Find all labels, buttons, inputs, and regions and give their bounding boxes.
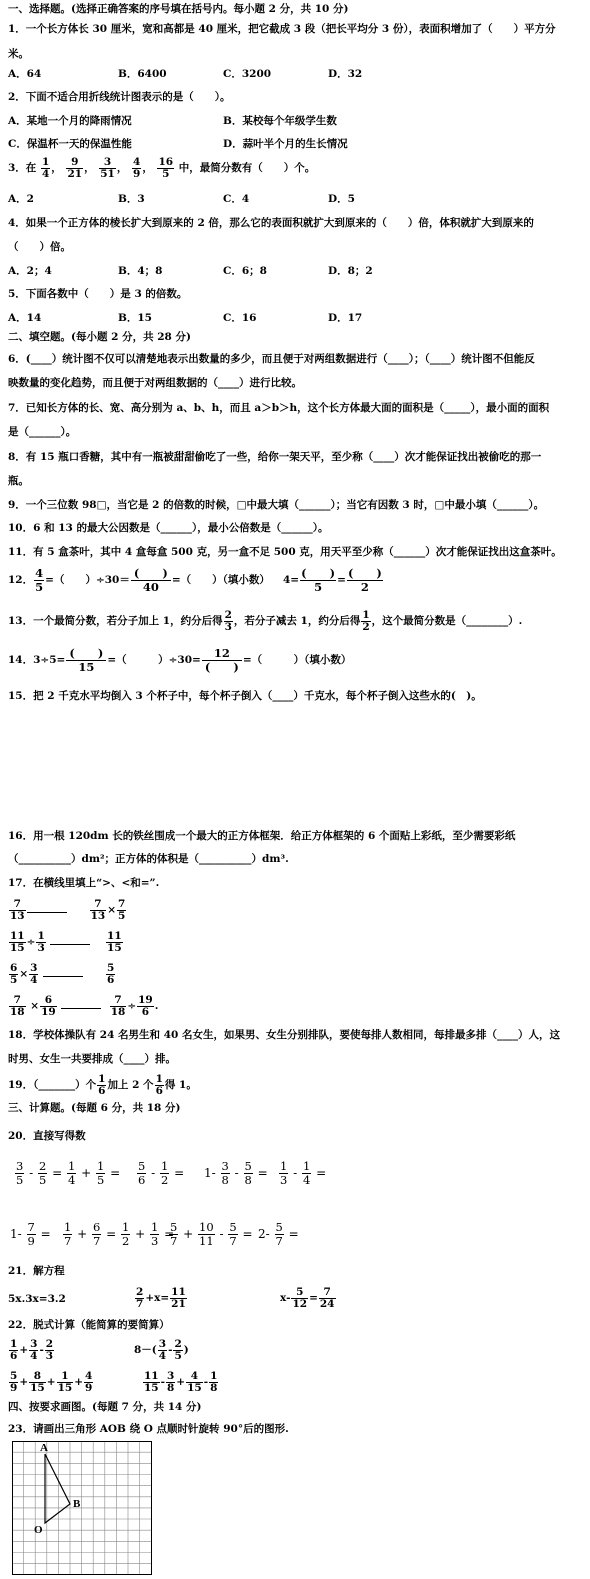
fraction: $\frac{5}{7}$ <box>275 1220 283 1248</box>
q12-mid2: =（ ）（填小数） <box>171 574 270 586</box>
q12-p2: 4= <box>283 574 300 586</box>
q10: 10．6 和 13 的最大公因数是（______），最小公倍数是（______）。 <box>8 522 329 534</box>
q17-r3-b: $\frac{5}{6}$ <box>107 961 115 986</box>
q7-line1: 7．已知长方体的长、宽、高分别为 a、b、h，而且 a＞b＞h，这个长方体最大面的面积是（_____），最小面的面积 <box>8 402 550 414</box>
q23-label-b: B <box>73 1498 81 1510</box>
q17-row2: $\frac{11}{15}$ ÷ $\frac{1}{3}$ $\frac{11}{15}$ <box>10 929 122 954</box>
q14-frac-1: $\frac{( )}{15}$ <box>66 647 106 674</box>
q4-option-a: A．2；4 <box>8 265 52 277</box>
fraction: $\frac{1}{4}$ <box>68 1159 76 1187</box>
q22-expr2: 8－( $\frac{3}{4}$ - $\frac{2}{5}$ ) <box>134 1337 189 1362</box>
q12-frac-3: $\frac{( )}{5}$ <box>301 565 336 594</box>
q20-row2-item-2 <box>62 1219 116 1249</box>
q17-r2-a2: $\frac{1}{3}$ <box>37 929 45 954</box>
operator: 2- <box>258 1227 274 1241</box>
q17-r1-b2: $\frac{7}{5}$ <box>118 897 126 922</box>
q2-option-a: A．某地一个月的降雨情况 <box>8 115 132 127</box>
q3-stem: 3．在 $\frac{1}{4}$ ， $\frac{9}{21}$ ， $\frac{3}{51}$ ， $\frac{4}{9}$ ， $\frac{16}{5}$ 中，最简分数有（ ）个。 <box>8 155 316 180</box>
q5-option-a: A．14 <box>8 312 42 324</box>
fraction: $\frac{6}{7}$ <box>93 1220 101 1248</box>
q17-row4: $\frac{7}{18}$ × $\frac{6}{19}$ $\frac{7}{18}$ ÷ $\frac{19}{6}$ . <box>10 993 159 1018</box>
q12-eq: = <box>337 574 346 586</box>
q21-eq1: 5x.3x=3.2 <box>8 1293 66 1305</box>
operator: = <box>312 1166 327 1180</box>
q20-stem: 20．直接写得数 <box>8 1130 86 1142</box>
q12 <box>8 566 270 594</box>
operator: 1- <box>10 1227 26 1241</box>
fraction: $\frac{1}{3}$ <box>280 1159 288 1187</box>
operator: 1- <box>204 1166 220 1180</box>
q20-row1-item-5 <box>278 1158 326 1188</box>
q23-grid <box>12 1441 152 1575</box>
fraction: $\frac{7}{9}$ <box>27 1220 35 1248</box>
q1-option-b: B．6400 <box>118 68 167 80</box>
q4-line1: 4．如果一个正方体的棱长扩大到原来的 2 倍，那么它的表面积就扩大到原来的（ ）倍，体积就扩大到原来的 <box>8 217 534 229</box>
q19: 19．（_______）个 $\frac{1}{6}$ 加上 2 个 $\frac{1}{6}$ 得 1。 <box>8 1072 197 1097</box>
q6-line1: 6．(____）统计图不仅可以清楚地表示出数量的多少，而且便于对两组数据进行（____）；（____）统计图不但能反 <box>8 353 535 365</box>
q4-line2: （ ）倍。 <box>8 241 71 253</box>
q21-eq3: x- $\frac{5}{12}$ = $\frac{7}{24}$ <box>280 1285 335 1310</box>
q3-option-a: A．2 <box>8 193 34 205</box>
q13-frac-2: $\frac{1}{2}$ <box>362 608 370 633</box>
q20-row2-item-1 <box>10 1219 51 1249</box>
q17-stem: 17．在横线里填上“>、<和=”. <box>8 877 160 889</box>
operator: = <box>48 1166 63 1180</box>
q22-stem: 22．脱式计算（能简算的要简算） <box>8 1319 170 1331</box>
q17-r4-b1: $\frac{7}{18}$ <box>110 993 126 1018</box>
q17-row3: $\frac{6}{5}$ × $\frac{3}{4}$ $\frac{5}{6}$ <box>10 961 115 986</box>
operator: - <box>25 1166 38 1180</box>
operator: - <box>230 1166 243 1180</box>
operator: + <box>73 1227 92 1241</box>
q12-frac-2: $\frac{( )}{40}$ <box>131 567 171 594</box>
q3-option-b: B．3 <box>118 193 145 205</box>
operator: + <box>179 1227 198 1241</box>
q5-option-d: D．17 <box>328 312 363 324</box>
q22-expr1: $\frac{1}{6}$ + $\frac{3}{4}$ - $\frac{2}{3}$ <box>10 1337 54 1362</box>
q1-line1: 1．一个长方体长 30 厘米，宽和高都是 40 厘米，把它截成 3 段（把长平均分 3 份），表面积增加了（ ）平方分 <box>8 23 556 35</box>
q5-stem: 5．下面各数中（ ）是 3 的倍数。 <box>8 288 188 300</box>
operator: = <box>284 1227 299 1241</box>
q5-option-c: C．16 <box>223 312 257 324</box>
q21-eq2: $\frac{2}{7}$ +x= $\frac{11}{21}$ <box>136 1285 186 1310</box>
q17-r4-b2: $\frac{19}{6}$ <box>138 993 153 1018</box>
q5-option-b: B．15 <box>118 312 152 324</box>
q23-label-a: A <box>40 1442 48 1454</box>
q19-frac-1: $\frac{1}{6}$ <box>98 1072 106 1097</box>
q17-r3-a1: $\frac{6}{5}$ <box>10 961 18 986</box>
q1-option-d: D．32 <box>328 68 363 80</box>
q17-r2-a1: $\frac{11}{15}$ <box>10 929 25 954</box>
q3-frac-3: $\frac{3}{51}$ <box>100 155 115 180</box>
q18-line2: 时男、女生一共要排成（____）排。 <box>8 1053 176 1065</box>
q12-part2 <box>283 566 384 594</box>
q1-option-a: A．64 <box>8 68 42 80</box>
operator: + <box>131 1227 150 1241</box>
q17-r4-a2: $\frac{6}{19}$ <box>41 993 56 1018</box>
q20-row2-item-3 <box>120 1219 174 1249</box>
operator: = <box>170 1166 185 1180</box>
q19-frac-2: $\frac{1}{6}$ <box>155 1072 163 1097</box>
fraction: $\frac{1}{2}$ <box>161 1159 169 1187</box>
fraction: $\frac{2}{5}$ <box>39 1159 47 1187</box>
q20-row2-item-5 <box>258 1219 299 1249</box>
q17-row1: $\frac{7}{13}$ $\frac{7}{13}$ × $\frac{7}{5}$ <box>10 897 126 922</box>
q4-option-c: C．6；8 <box>223 265 267 277</box>
q3-suffix: 中，最简分数有（ ）个。 <box>178 162 316 174</box>
q23-stem: 23．请画出三角形 AOB 绕 O 点顺时针旋转 90°后的图形. <box>8 1423 289 1435</box>
q15: 15．把 2 千克水平均倒入 3 个杯子中，每个杯子倒入（____）千克水，每个杯子倒入这些水的( )。 <box>8 690 482 702</box>
q20-row2-item-4 <box>168 1219 253 1249</box>
q21-stem: 21．解方程 <box>8 1265 65 1277</box>
fraction: $\frac{10}{11}$ <box>199 1220 214 1248</box>
q9: 9．一个三位数 98□，当它是 2 的倍数的时候，□中最大填（______）；当它有因数 3 时，□中最小填（______）。 <box>8 499 545 511</box>
q4-option-b: B．4；8 <box>118 265 163 277</box>
q7-line2: 是（______）。 <box>8 426 77 438</box>
section3-heading: 三、计算题。(每题 6 分，共 18 分) <box>8 1102 181 1114</box>
fraction: $\frac{1}{4}$ <box>303 1159 311 1187</box>
q11: 11．有 5 盒茶叶，其中 4 盒每盒 500 克，另一盒不足 500 克，用天平至少称（______）次才能保证找出这盒茶叶。 <box>8 546 562 558</box>
fraction: $\frac{1}{3}$ <box>151 1220 159 1248</box>
q22-expr3: $\frac{5}{9}$ + $\frac{8}{15}$ + $\frac{1}{15}$ + $\frac{4}{9}$ <box>10 1369 93 1394</box>
q1-option-c: C．3200 <box>223 68 272 80</box>
fraction: $\frac{5}{7}$ <box>170 1220 178 1248</box>
q8-line2: 瓶。 <box>8 475 29 487</box>
operator: - <box>147 1166 160 1180</box>
section2-heading: 二、填空题。(每小题 2 分，共 28 分) <box>8 331 191 343</box>
q20-row1-item-2 <box>66 1158 120 1188</box>
operator: = <box>253 1166 268 1180</box>
q12-number: 12． <box>8 574 34 586</box>
q18-line1: 18．学校体操队有 24 名男生和 40 名女生，如果男、女生分别排队，要使每排人数相同，每排最多排（____）人，这 <box>8 1029 560 1041</box>
q3-frac-2: $\frac{9}{21}$ <box>67 155 83 180</box>
q14-frac-2: $\frac{12}{( )}$ <box>202 647 242 674</box>
q3-option-c: C．4 <box>223 193 250 205</box>
operator: = <box>106 1166 121 1180</box>
q22-expr4: $\frac{11}{15}$ - $\frac{3}{8}$ + $\frac{4}{15}$ - $\frac{1}{8}$ <box>144 1369 218 1394</box>
operator: = <box>238 1227 253 1241</box>
q12-frac-1: $\frac{4}{5}$ <box>35 565 44 594</box>
q17-r3-a2: $\frac{3}{4}$ <box>30 961 38 986</box>
operator: - <box>289 1166 302 1180</box>
q3-option-d: D．5 <box>328 193 355 205</box>
q2-option-d: D．蒜叶半个月的生长情况 <box>223 138 348 150</box>
q4-option-d: D．8；2 <box>328 265 373 277</box>
operator: = <box>36 1227 51 1241</box>
q23-label-o: O <box>34 1524 43 1536</box>
q17-r1-b1: $\frac{7}{13}$ <box>90 897 106 922</box>
q20-row1-item-1 <box>14 1158 62 1188</box>
operator: + <box>77 1166 96 1180</box>
fraction: $\frac{1}{5}$ <box>97 1159 105 1187</box>
section1-heading: 一、选择题。(选择正确答案的序号填在括号内。每小题 2 分，共 10 分) <box>8 3 349 15</box>
q14: 14．3÷5= $\frac{( )}{15}$ =（ ）÷30= $\frac{12}{( )}$ =（ ）（填小数） <box>8 645 352 674</box>
fraction: $\frac{3}{8}$ <box>221 1159 229 1187</box>
q2-option-c: C．保温杯一天的保温性能 <box>8 138 132 150</box>
q8-line1: 8．有 15 瓶口香糖，其中有一瓶被甜甜偷吃了一些，给你一架天平，至少称（____）次才能保证找出被偷吃的那一 <box>8 451 542 463</box>
q2-option-b: B．某校每个年级学生数 <box>223 115 337 127</box>
fraction: $\frac{5}{8}$ <box>244 1159 252 1187</box>
q13: 13．一个最简分数，若分子加上 1，约分后得 $\frac{2}{3}$ ，若分子减去 1，约分后得 $\frac{1}{2}$ ，这个最简分数是（________）. <box>8 608 523 633</box>
q2-stem: 2．下面不适合用折线统计图表示的是（ ）。 <box>8 91 231 103</box>
q17-r1-a: $\frac{7}{13}$ <box>10 897 25 922</box>
q12-frac-4: $\frac{( )}{2}$ <box>347 565 382 594</box>
q13-frac-1: $\frac{2}{3}$ <box>224 608 232 633</box>
q3-prefix: 3．在 <box>8 162 37 174</box>
q16-line2: （__________）dm²；正方体的体积是（__________）dm³. <box>8 853 289 865</box>
q6-line2: 映数量的变化趋势，而且便于对两组数据的（____）进行比较。 <box>8 377 302 389</box>
q17-r2-b: $\frac{11}{15}$ <box>107 929 122 954</box>
fraction: $\frac{5}{6}$ <box>138 1159 146 1187</box>
q16-line1: 16．用一根 120dm 长的铁丝围成一个最大的正方体框架．给正方体框架的 6 个面贴上彩纸，至少需要彩纸 <box>8 830 516 842</box>
q1-line2: 米。 <box>8 48 29 60</box>
q20-row1-item-3 <box>136 1158 184 1188</box>
q20-row1-item-4 <box>204 1158 268 1188</box>
operator: - <box>215 1227 228 1241</box>
q3-frac-5: $\frac{16}{5}$ <box>158 155 174 180</box>
q3-frac-1: $\frac{1}{4}$ <box>41 155 50 180</box>
operator: = <box>102 1227 117 1241</box>
q23-triangle-aob <box>45 1454 70 1523</box>
q12-mid1: =（ ）÷30＝ <box>45 574 130 586</box>
operator: = <box>160 1227 175 1241</box>
section4-heading: 四、按要求画图。(每题 7 分，共 14 分) <box>8 1401 202 1413</box>
q3-frac-4: $\frac{4}{9}$ <box>133 155 141 180</box>
fraction: $\frac{5}{7}$ <box>229 1220 237 1248</box>
fraction: $\frac{1}{7}$ <box>64 1220 72 1248</box>
fraction: $\frac{3}{5}$ <box>16 1159 24 1187</box>
q17-r4-a1: $\frac{7}{18}$ <box>10 993 25 1018</box>
fraction: $\frac{1}{2}$ <box>122 1220 130 1248</box>
